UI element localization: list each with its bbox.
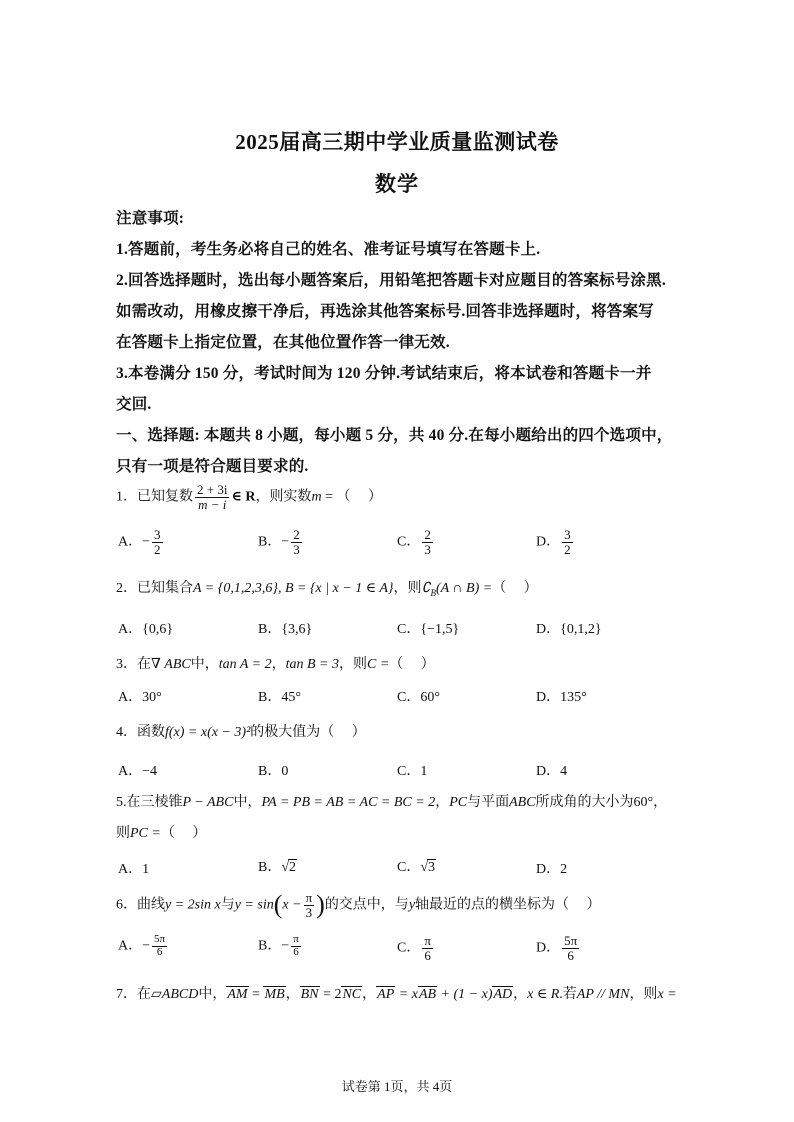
q7-answer: x = [657,987,677,1002]
sqrt-sign: √ [281,860,290,875]
option-denominator: 6 [156,945,163,958]
q7-eq1: = [248,987,264,1002]
q5-pyramid: P − ABC [182,795,234,810]
q2-text-c: （ ） [492,581,538,596]
radicand: 2 [289,860,297,875]
subject-title: 数学 [375,172,419,196]
option-numerator: π [424,933,431,948]
radicand: 3 [428,860,436,875]
q1-set-r: ∈ R [231,489,256,505]
q5-option-c [397,856,436,876]
q7-text-b: 中， [198,987,227,1002]
q2-option-c: C．{−1,5} [397,622,460,637]
q6-text-c: 的交点中，与 [324,897,409,913]
option-numerator: 3 [564,527,571,542]
q3-text-e: （ ） [389,657,435,672]
q7-parallel: AP // MN [576,987,630,1002]
notice-item-1: 1.答题前，考生务必将自己的姓名、准考证号填写在答题卡上. [116,241,541,258]
option-denominator: 6 [293,945,299,958]
q1-prefix: 1．已知复数 [116,489,193,505]
q6-option-d [536,934,581,962]
q5-option-a: A．1 [118,862,150,877]
q7-parallelogram: ▱ABCD [151,987,199,1002]
vector-mb: MB [264,987,285,1002]
q6-option-a [118,934,169,958]
q5-text-d: 与平面 [467,795,510,810]
right-paren: ) [316,890,325,920]
q7-sep1: ， [285,987,300,1002]
q5-text-e: 所成角的大小为60°， [535,795,668,810]
q3-tan-a: tan A = 2 [218,657,272,672]
question-6-stem [116,891,601,919]
q5-pc: PC [449,795,468,810]
option-numerator: 2 [293,527,300,542]
q6-pi: π [305,890,313,905]
q2-text-b: ，则 [393,581,422,596]
q5-line2-math: PC = [130,826,161,841]
section-1-line-2: 只有一项是符合题目要求的. [116,458,309,475]
option-label: A． [118,534,143,550]
q1-option-b [258,528,304,556]
q3-option-d: D．135° [536,690,587,705]
option-label: A． [118,938,143,954]
q3-tan-b: tan B = 3 [285,657,339,672]
question-7-stem [116,983,677,1003]
option-label: B． [258,860,282,875]
q4-function: f(x) = x(x − 3)² [165,725,251,740]
q7-eq3: = x [395,987,418,1002]
vector-ap: AP [377,987,395,1002]
question-2-stem [116,577,538,598]
option-label: B． [258,534,282,550]
section-1-line-1: 一、选择题: 本题共 8 小题，每小题 5 分，共 40 分.在每小题给出的四个选项中， [116,427,673,444]
option-numerator: 2 [424,527,431,542]
q1-suffix: ，则实数 [255,489,312,505]
q7-text-c: .若 [559,987,577,1002]
q5-text-a: 5.在三棱锥 [116,795,183,810]
question-5-line-1 [116,791,667,811]
vector-ad: AD [493,987,513,1002]
notice-heading: 注意事项: [116,210,185,227]
q1-var: m [311,489,322,505]
option-sign: − [281,534,290,550]
q5-option-b [258,856,297,876]
q6-text-a: 6．曲线 [116,897,165,913]
q7-text-d: ，则 [629,987,658,1002]
q1-tail: = （ ） [321,489,382,505]
q1-numerator: 2 + 3i [197,482,228,497]
notice-item-3-line-1: 3.本卷满分 150 分，考试时间为 120 分钟.考试结束后，将本试卷和答题卡一并 [116,365,652,382]
q5-line2-b: （ ） [160,826,207,841]
q3-option-c: C．60° [397,690,440,705]
q7-domain: x ∈ R [527,987,560,1002]
q3-option-b: B．45° [258,690,301,705]
option-sign: − [142,938,151,954]
option-label: C． [397,940,421,956]
option-sign: − [281,938,290,954]
q1-fraction [195,483,229,511]
q5-text-b: 中， [233,795,262,810]
q4-option-d: D．4 [536,764,568,779]
option-label: B． [258,938,282,954]
q7-eq2: = 2 [319,987,342,1002]
question-4-stem [116,721,366,741]
q6-shift: x − [282,897,302,913]
notice-item-2-line-2: 如需改动，用橡皮擦干净后，再选涂其他答案标号.回答非选择题时，将答案写 [116,303,654,320]
q3-text-b: 中， [190,657,219,672]
option-label: D． [536,534,561,550]
q2-option-b: B．{3,6} [258,622,313,637]
q5-edges: PA = PB = AB = AC = BC = 2 [261,795,436,810]
q4-option-c: C．1 [397,764,428,779]
q7-eq4: + (1 − x) [437,987,493,1002]
notice-item-2-line-3: 在答题卡上指定位置，在其他位置作答一律无效. [116,334,450,351]
q2-intersection: (A ∩ B) = [435,581,493,596]
q7-sep3: ， [513,987,528,1002]
q3-text-a: 3．在 [116,657,151,672]
q5-line2-a: 则 [116,826,130,841]
page-footer: 试卷第 1页，共 4页 [341,1079,453,1094]
q2-complement-sub: B [430,587,436,598]
q6-option-b [258,934,303,958]
option-denominator: 6 [424,947,431,963]
q1-option-a [118,528,165,556]
q2-text-a: 2．已知集合 [116,581,193,596]
q2-sets: A = {0,1,2,3,6}, B = {x | x − 1 ∈ A} [193,581,394,596]
q3-angle-c: C = [367,657,390,672]
q3-triangle: ∇ ABC [151,657,191,672]
option-label: D． [536,940,561,956]
sqrt-sign: √ [420,860,429,875]
q3-option-a: A．30° [118,690,162,705]
q6-y-axis: y [408,897,416,913]
q1-option-d [536,528,575,556]
q6-curve-2: y = sin [234,897,274,913]
q6-curve-1: y = 2sin x [165,897,221,913]
q6-option-c [397,934,435,962]
option-denominator: 3 [424,541,431,557]
q3-text-d: ，则 [339,657,367,672]
vector-bn: BN [300,987,319,1002]
left-paren: ( [273,890,283,920]
option-label: C． [397,860,421,875]
q1-denominator: m − i [198,496,227,512]
q1-option-c [397,528,435,556]
q2-complement: ∁ [421,581,431,596]
q5-plane: ABC [509,795,536,810]
option-numerator: π [293,933,299,945]
q6-text-b: 与 [220,897,235,913]
option-denominator: 2 [564,541,571,557]
q5-text-c: ， [435,795,450,810]
notice-item-2-line-1: 2.回答选择题时，选出每小题答案后，用铅笔把答题卡对应题目的答案标号涂黑. [116,272,666,289]
q6-three: 3 [305,904,313,920]
q4-option-a: A．−4 [118,764,158,779]
option-denominator: 3 [293,541,300,557]
notice-item-3-line-2: 交回. [116,396,152,413]
q4-text-b: 的极大值为（ ） [250,725,366,740]
option-numerator: 5π [154,933,166,945]
question-1-stem [116,483,382,511]
q7-sep2: ， [362,987,377,1002]
q3-text-c: ， [271,657,286,672]
q2-option-d: D．{0,1,2} [536,622,602,637]
q6-text-d: 轴最近的点的横坐标为（ ） [415,897,601,913]
option-numerator: 5π [564,933,578,948]
option-label: C． [397,534,421,550]
vector-nc: NC [342,987,362,1002]
q4-option-b: B．0 [258,764,289,779]
q4-text-a: 4．函数 [116,725,165,740]
vector-ab: AB [418,987,437,1002]
q2-option-a: A．{0,6} [118,622,174,637]
question-5-line-2 [116,822,206,842]
exam-title: 2025届高三期中学业质量监测试卷 [235,130,559,154]
question-3-stem [116,653,435,673]
q5-option-d: D．2 [536,862,568,877]
vector-am: AM [227,987,248,1002]
option-sign: − [142,534,151,550]
option-denominator: 2 [154,541,161,557]
option-denominator: 6 [567,947,574,963]
q7-text-a: 7．在 [116,987,151,1002]
option-numerator: 3 [154,527,161,542]
